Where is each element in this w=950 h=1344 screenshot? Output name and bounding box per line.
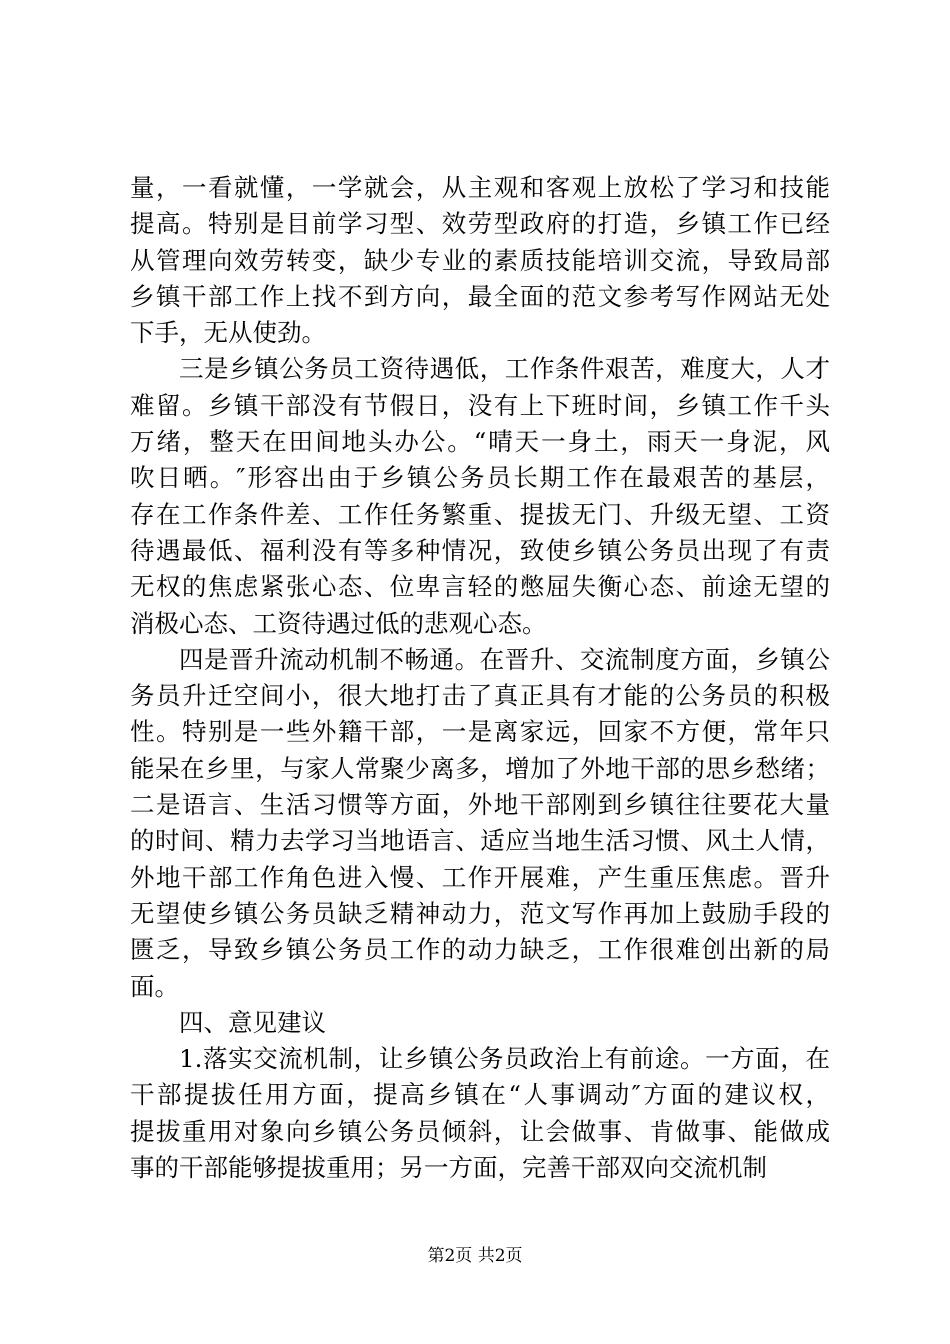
- text-line: 务员升迁空间小，很大地打击了真正具有才能的公务员的积极: [130, 681, 830, 711]
- text-line: 能呆在乡里，与家人常聚少离多，增加了外地干部的思乡愁绪；: [130, 753, 830, 783]
- text-line: 匮乏，导致乡镇公务员工作的动力缺乏，工作很难创出新的局: [130, 935, 830, 965]
- body-text: [130, 170, 830, 1186]
- text-line: 事的干部能够提拔重用；另一方面，完善干部双向交流机制: [130, 1153, 767, 1183]
- text-line: 的时间、精力去学习当地语言、适应当地生活习惯、风土人情，: [130, 826, 830, 856]
- text-line: 从管理向效劳转变，缺少专业的素质技能培训交流，导致局部: [130, 245, 830, 275]
- text-line: 存在工作条件差、工作任务繁重、提拔无门、升级无望、工资: [130, 499, 830, 529]
- page-number-footer: 第2页 共2页: [427, 1246, 523, 1266]
- paragraph-first-line: 三是乡镇公务员工资待遇低，工作条件艰苦，难度大，人才: [179, 354, 830, 384]
- text-line: 吹日晒。″形容出由于乡镇公务员长期工作在最艰苦的基层，: [130, 463, 830, 493]
- text-line: 提高。特别是目前学习型、效劳型政府的打造，乡镇工作已经: [130, 209, 830, 239]
- text-line: 二是语言、生活习惯等方面，外地干部刚到乡镇往往要花大量: [130, 790, 830, 820]
- text-line: 干部提拔任用方面，提高乡镇在“人事调动″方面的建议权，: [130, 1080, 830, 1110]
- text-line: 面。: [130, 971, 179, 1001]
- text-line: 无望使乡镇公务员缺乏精神动力，范文写作再加上鼓励手段的: [130, 898, 830, 928]
- text-line: 消极心态、工资待遇过低的悲观心态。: [130, 608, 547, 638]
- text-line: 乡镇干部工作上找不到方向，最全面的范文参考写作网站无处: [130, 281, 830, 311]
- section-heading: 四、意见建议: [179, 1007, 326, 1037]
- paragraph-first-line: 1.落实交流机制，让乡镇公务员政治上有前途。一方面，在: [179, 1044, 830, 1074]
- text-line: 外地干部工作角色进入慢、工作开展难，产生重压焦虑。晋升: [130, 862, 830, 892]
- paragraph-first-line: 四是晋升流动机制不畅通。在晋升、交流制度方面，乡镇公: [179, 644, 830, 674]
- text-line: 万绪，整天在田间地头办公。“晴天一身土，雨天一身泥，风: [130, 427, 830, 457]
- text-line: 量，一看就懂，一学就会，从主观和客观上放松了学习和技能: [130, 173, 830, 202]
- text-line: 性。特别是一些外籍干部，一是离家远，回家不方便，常年只: [130, 717, 830, 747]
- text-line: 待遇最低、福利没有等多种情况，致使乡镇公务员出现了有责: [130, 535, 830, 565]
- text-line: 提拔重用对象向乡镇公务员倾斜，让会做事、肯做事、能做成: [130, 1116, 830, 1146]
- text-line: 无权的焦虑紧张心态、位卑言轻的憋屈失衡心态、前途无望的: [130, 572, 830, 602]
- text-line: 下手，无从使劲。: [130, 318, 326, 348]
- text-line: 难留。乡镇干部没有节假日，没有上下班时间，乡镇工作千头: [130, 390, 830, 420]
